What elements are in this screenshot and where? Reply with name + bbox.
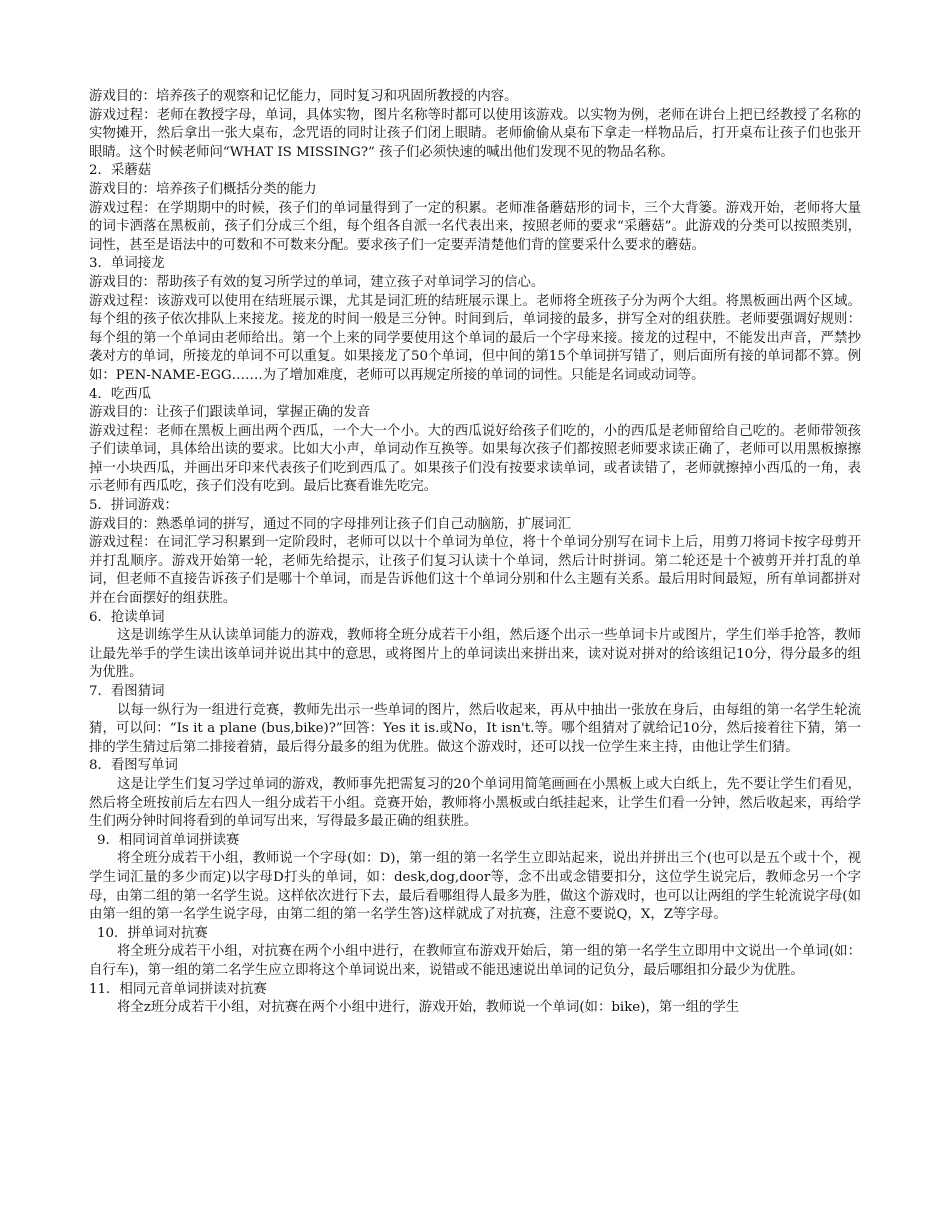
game1-purpose: 游戏目的：培养孩子的观察和记忆能力，同时复习和巩固所教授的内容。 bbox=[89, 89, 518, 104]
game10-heading: 10．拼单词对抗赛 bbox=[97, 925, 208, 941]
game5-process: 游戏过程：在词汇学习积累到一定阶段时，老师可以以十个单词为单位，将十个单词分别写在词卡上后，用剪刀将词卡按字母剪开并打乱顺序。游戏开始第一轮，老师先给提示，让孩子们复习认读十个单词，然后计时拼词。第二轮还是十个被剪开并打乱的单词，但老师不直接告诉孩子们是哪十个单词，而是告诉他们这十个单词分别和什么主题有关系。最后用时间最短，所有单词都拼对并在台面摆好的组获胜。 bbox=[89, 535, 861, 607]
game2-process: 游戏过程：在学期期中的时候，孩子们的单词量得到了一定的积累。老师准备蘑菇形的词卡，三个大背篓。游戏开始，老师将大量的词卡洒落在黑板前，孩子们分成三个组，每个组各自派一名代表出来，按照老师的要求“采蘑菇”。此游戏的分类可以按照类别，词性，甚至是语法中的可数和不可数来分配。要求孩子们一定要弄清楚他们背的筐要采什么要求的蘑菇。 bbox=[89, 200, 861, 253]
game3-process: 游戏过程：该游戏可以使用在结班展示课，尤其是词汇班的结班展示课上。老师将全班孩子分为两个大组。将黑板画出两个区域。每个组的孩子依次排队上来接龙。接龙的时间一般是三分钟。时间到后，单词接的最多，拼写全对的组获胜。老师要强调好规则：每个组的第一个单词由老师给出。第一个上来的同学要使用这个单词的最后一个字母来接。接龙的过程中，不能发出声音，严禁抄袭对方的单词，所接龙的单词不可以重复。如果接龙了50个单词，但中间的第15个单词拼写错了，则后面所有接的单词都不算。例如：PEN-NAME-EGG…….为了增加难度，老师可以再规定所接的单词的词性。只能是名词或动词等。 bbox=[89, 293, 861, 383]
game4-heading: 4．吃西瓜 bbox=[89, 386, 152, 402]
game11-body: 将全z班分成若干小组，对抗赛在两个小组中进行，游戏开始，教师说一个单词(如：bike)，第一组的学生 bbox=[117, 1000, 740, 1016]
game4-process: 游戏过程：老师在黑板上画出两个西瓜，一个大一个小。大的西瓜说好给孩子们吃的，小的西瓜是老师留给自己吃的。老师带领孩子们读单词，具体给出读的要求。比如大小声，单词动作互换等。如果每次孩子们都按照老师要求读正确了，老师可以用黑板擦擦掉一小块西瓜，并画出牙印来代表孩子们吃到西瓜了。如果孩子们没有按要求读单词，或者读错了，老师就擦掉小西瓜的一角，表示老师有西瓜吃，孩子们没有吃到。最后比赛看谁先吃完。 bbox=[89, 423, 861, 495]
game7-heading: 7．看图猜词 bbox=[89, 684, 165, 699]
document-body bbox=[89, 88, 861, 1018]
game11-heading: 11．相同元音单词拼读对抗赛 bbox=[89, 981, 267, 997]
game4-purpose: 游戏目的：让孩子们跟读单词，掌握正确的发音 bbox=[89, 405, 371, 421]
game6-heading: 6．抢读单词 bbox=[89, 609, 165, 625]
game1-process: 游戏过程：老师在教授字母，单词，具体实物，图片名称等时都可以使用该游戏。以实物为例，老师在讲台上把已经教授了名称的实物摊开，然后拿出一张大桌布，念咒语的同时让孩子们闭上眼睛。老师偷偷从桌布下拿走一样物品后，打开桌布让孩子们也张开眼睛。这个时候老师问“WHAT IS MISSING?” 孩子们必须快速的喊出他们发现不见的物品名称。 bbox=[89, 107, 861, 160]
game6-body: 这是训练学生从认读单词能力的游戏，教师将全班分成若干小组，然后逐个出示一些单词卡片或图片，学生们举手抢答，教师让最先举手的学生读出该单词并说出其中的意思，或将图片上的单词读出来拼出来，读对说对拼对的给该组记10分，得分最多的组为优胜。 bbox=[89, 628, 861, 681]
game3-purpose: 游戏目的：帮助孩子有效的复习所学过的单词，建立孩子对单词学习的信心。 bbox=[89, 274, 545, 290]
game10-body: 将全班分成若干小组，对抗赛在两个小组中进行，在教师宣布游戏开始后，第一组的第一名学生立即用中文说出一个单词(如：自行车)，第一组的第二名学生应立即将这个单词说出来，说错或不能迅速说出单词的记负分，最后哪组扣分最少为优胜。 bbox=[89, 944, 861, 978]
game8-body: 这是让学生们复习学过单词的游戏，教师事先把需复习的20个单词用简笔画画在小黑板上或大白纸上，先不要让学生们看见，然后将全班按前后左右四人一组分成若干小组。竞赛开始，教师将小黑板或白纸挂起来，让学生们看一分钟，然后收起来，再给学生们两分钟时间将看到的单词写出来，写得最多最正确的组获胜。 bbox=[89, 776, 861, 830]
game3-heading: 3．单词接龙 bbox=[89, 256, 165, 272]
game9-body: 将全班分成若干小组，教师说一个字母(如：D)，第一组的第一名学生立即站起来，说出并拼出三个(也可以是五个或十个，视学生词汇量的多少而定)以字母D打头的单词，如：desk,dog,door等，念不出或念错要扣分，这位学生说完后，教师念另一个字母，由第二组的第一名学生说。这样依次进行下去，最后看哪组得人最多为胜，做这个游戏时，也可以让两组的学生轮流说字母(如由第一组的第一名学生说字母，由第二组的第一名学生答)这样就成了对抗赛，注意不要说Q，X，Z等字母。 bbox=[89, 851, 861, 923]
game2-heading: 2．采蘑菇 bbox=[89, 163, 152, 179]
game5-heading: 5．拼词游戏： bbox=[89, 498, 178, 514]
game2-purpose: 游戏目的：培养孩子们概括分类的能力 bbox=[89, 181, 317, 197]
game7-body: 以每一纵行为一组进行竞赛，教师先出示一些单词的图片，然后收起来，再从中抽出一张放在身后，由每组的第一名学生轮流猜，可以问：“Is it a plane (bus,bike)?”回答：Yes it is.或No，It isn't.等。哪个组猜对了就给记10分，然后接着往下猜，第一排的学生猜过后第二排接着猜，最后得分最多的组为优胜。做这个游戏时，还可以找一位学生来主持，由他让学生们猜。 bbox=[89, 702, 861, 755]
game5-purpose: 游戏目的：熟悉单词的拼写，通过不同的字母排列让孩子们自己动脑筋，扩展词汇 bbox=[89, 516, 572, 532]
game8-heading: 8．看图写单词 bbox=[89, 758, 178, 774]
game9-heading: 9．相同词首单词拼读赛 bbox=[97, 832, 240, 848]
